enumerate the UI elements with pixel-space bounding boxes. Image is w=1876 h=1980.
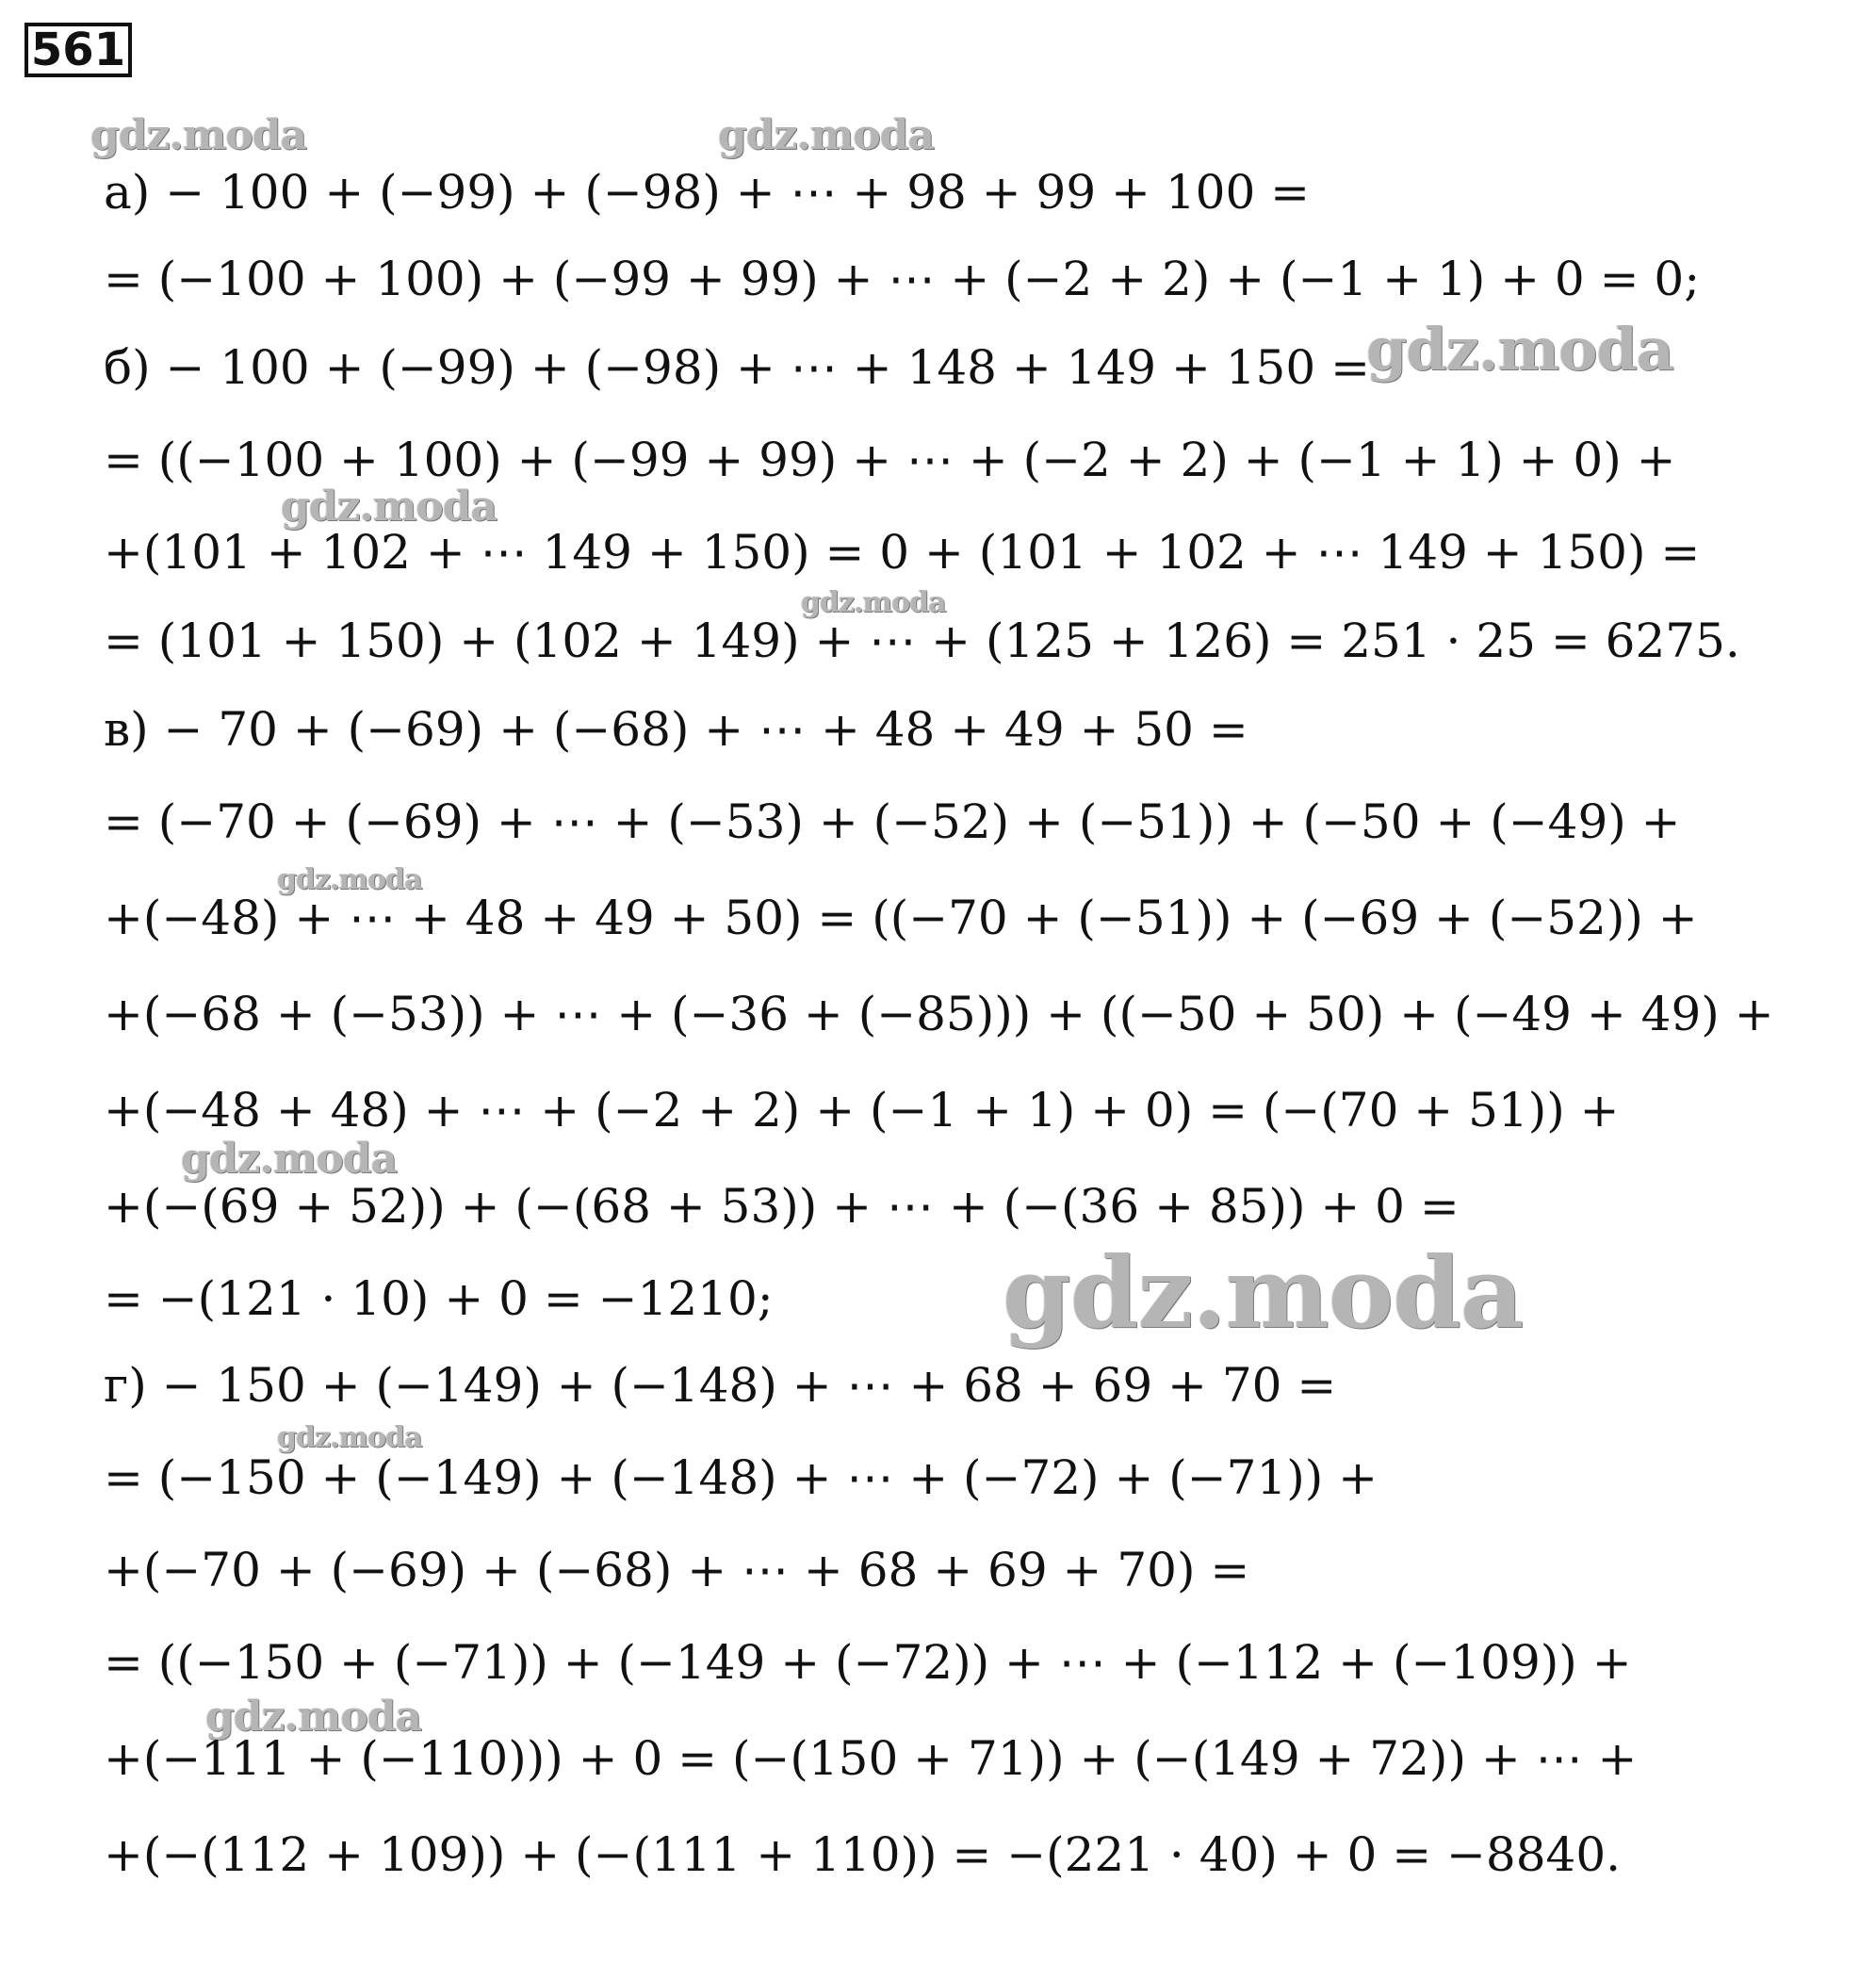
solution-line-a-2: = (−100 + 100) + (−99 + 99) + ⋯ + (−2 + 2) + (−1 + 1) + 0 = 0; xyxy=(104,252,1701,306)
watermark-logo: gdz.moda xyxy=(1366,315,1673,384)
solution-line-v-4: +(−68 + (−53)) + ⋯ + (−36 + (−85))) + ((−50 + 50) + (−49 + 49) + xyxy=(104,987,1774,1041)
solution-line-b-3: +(101 + 102 + ⋯ 149 + 150) = 0 + (101 + 102 + ⋯ 149 + 150) = xyxy=(104,525,1701,580)
solution-line-v-3: +(−48) + ⋯ + 48 + 49 + 50) = ((−70 + (−51)) + (−69 + (−52)) + xyxy=(104,891,1698,945)
solution-line-v-5: +(−48 + 48) + ⋯ + (−2 + 2) + (−1 + 1) + 0) = (−(70 + 51)) + xyxy=(104,1083,1620,1137)
watermark-logo: gdz.moda xyxy=(277,863,422,896)
solution-line-b-4: = (101 + 150) + (102 + 149) + ⋯ + (125 + 126) = 251 · 25 = 6275. xyxy=(104,614,1740,668)
problem-number-box: 561 xyxy=(24,23,132,77)
solution-line-v-7: = −(121 · 10) + 0 = −1210; xyxy=(104,1271,774,1326)
watermark-logo: gdz.moda xyxy=(277,1421,422,1454)
watermark-logo: gdz.moda xyxy=(181,1135,398,1183)
watermark-logo: gdz.moda xyxy=(90,111,307,159)
solution-line-v-2: = (−70 + (−69) + ⋯ + (−53) + (−52) + (−51)) + (−50 + (−49) + xyxy=(104,794,1681,849)
watermark-logo: gdz.moda xyxy=(718,111,935,159)
solution-line-v-6: +(−(69 + 52)) + (−(68 + 53)) + ⋯ + (−(36 + 85)) + 0 = xyxy=(104,1179,1460,1234)
solution-line-g-5: +(−111 + (−110))) + 0 = (−(150 + 71)) + (−(149 + 72)) + ⋯ + xyxy=(104,1731,1638,1786)
watermark-logo: gdz.moda xyxy=(281,483,498,531)
solution-line-g-2: = (−150 + (−149) + (−148) + ⋯ + (−72) + (−71)) + xyxy=(104,1450,1378,1505)
watermark-logo: gdz.moda xyxy=(205,1693,422,1741)
solution-line-b-1: б) − 100 + (−99) + (−98) + ⋯ + 148 + 149 + 150 = xyxy=(104,340,1370,395)
watermark-logo: gdz.moda xyxy=(1003,1235,1524,1350)
solution-line-g-3: +(−70 + (−69) + (−68) + ⋯ + 68 + 69 + 70) = xyxy=(104,1543,1250,1597)
solution-line-g-4: = ((−150 + (−71)) + (−149 + (−72)) + ⋯ + (−112 + (−109)) + xyxy=(104,1635,1632,1690)
solution-line-a-1: а) − 100 + (−99) + (−98) + ⋯ + 98 + 99 + 100 = xyxy=(104,165,1311,220)
watermark-logo: gdz.moda xyxy=(801,586,946,619)
solution-line-b-2: = ((−100 + 100) + (−99 + 99) + ⋯ + (−2 + 2) + (−1 + 1) + 0) + xyxy=(104,433,1676,487)
solution-line-v-1: в) − 70 + (−69) + (−68) + ⋯ + 48 + 49 + 50 = xyxy=(104,702,1248,757)
solution-line-g-6: +(−(112 + 109)) + (−(111 + 110)) = −(221 · 40) + 0 = −8840. xyxy=(104,1827,1622,1882)
solution-line-g-1: г) − 150 + (−149) + (−148) + ⋯ + 68 + 69 + 70 = xyxy=(104,1358,1337,1413)
